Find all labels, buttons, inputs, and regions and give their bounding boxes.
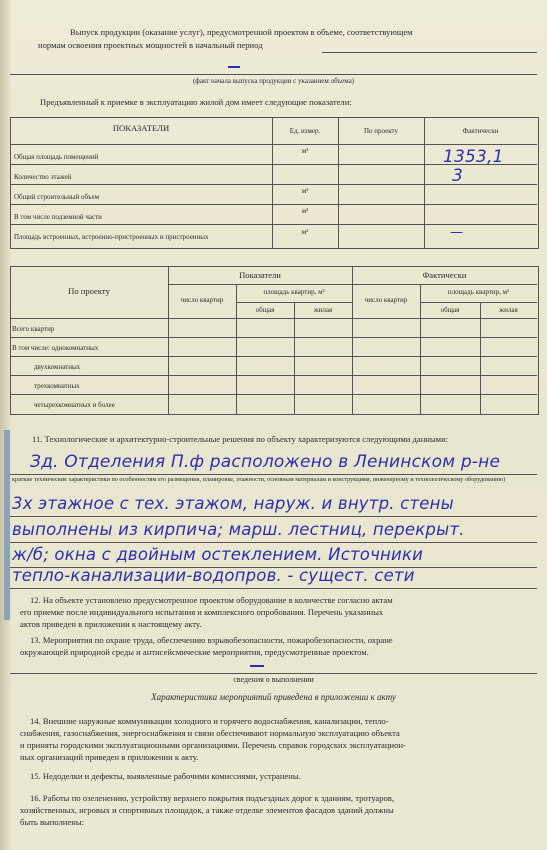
section14-line-1: 14. Внешние наружные коммуникации холодного и горячего водоснабжения, канализации, тепло- xyxy=(30,716,389,726)
table2-group-project: Показатели xyxy=(239,270,281,280)
table1-header-project: По проекту xyxy=(363,127,399,135)
table2-row-header: По проекту xyxy=(68,286,110,296)
intro-caption: (факт начала выпуска продукции с указанием объема) xyxy=(192,77,355,85)
section16-line-3: быть выполнены: xyxy=(20,817,85,827)
row-unit: м² xyxy=(301,147,309,155)
table2-count-header-actual: число квартир xyxy=(364,296,408,304)
row-label: Общая площадь помещений xyxy=(14,153,99,161)
section15-line-1: 15. Недоделки и дефекты, выявленные рабочими комиссиями, устранены. xyxy=(30,771,301,781)
section13-line-2: окружающей природной среды и антисейсмические мероприятия, предусмотренные проектом. xyxy=(20,647,369,657)
row-label: В том числе подземной части xyxy=(14,213,102,221)
section11-handwritten-5: тепло-канализации-водопров. - сущест. сети xyxy=(12,566,415,585)
section11-fill-line xyxy=(10,474,537,475)
table2-rule xyxy=(236,302,352,303)
table2-divider xyxy=(168,266,169,414)
intro-fill-line-2 xyxy=(10,74,537,75)
row-unit: м³ xyxy=(301,187,309,195)
table1-header-actual: Фактически xyxy=(462,127,499,135)
table1-rule xyxy=(10,204,537,205)
table2-area-header-actual: площадь квартир, м² xyxy=(447,288,510,296)
table2-rule xyxy=(10,337,537,338)
section11-caption: краткие технические характеристики по особенностям его размещения, планировке, этажности, основным материалам и конструкциям, инженерному и технологическому оборудованию) xyxy=(12,476,506,483)
section13-line-1: 13. Мероприятия по охране труда, обеспечению взрывобезопасности, пожаробезопасности, охране xyxy=(30,635,393,645)
section12-line-3: актов приведен в приложении к настоящему акту. xyxy=(20,619,202,629)
table2-rule xyxy=(10,394,537,395)
section12-line-2: его приемке после индивидуального испытания и комплексного опробования. Перечень указанных xyxy=(20,607,384,617)
intro-line-1: Выпуск продукции (оказание услуг), предусмотренной проектом в объеме, соответствующем xyxy=(70,27,413,37)
section11-handwritten-1: Зд. Отделения П.ф расположено в Ленинском р-не xyxy=(30,452,501,472)
row-unit: м³ xyxy=(301,207,309,215)
table1-divider xyxy=(338,117,339,248)
section11-fill-line xyxy=(10,588,537,589)
table2-row-label: В том числе: однокомнатных xyxy=(12,344,99,352)
table2-row-label: четырехкомнатных и более xyxy=(34,401,115,409)
table2-living-header: жилая xyxy=(313,306,333,314)
row-actual-handwritten: 3 xyxy=(452,166,464,186)
table2-area-header: площадь квартир, м² xyxy=(263,288,325,296)
table2-row-label: трехкомнатных xyxy=(34,382,80,390)
row-label: Общий строительный объем xyxy=(14,193,100,201)
table2-rule xyxy=(168,284,537,285)
section12-line-1: 12. На объекте установлено предусмотренное проектом оборудование в количестве согласно актам xyxy=(30,595,393,605)
section11-text: 11. Технологические и архитектурно-строительные решения по объекту характеризуются следующими данными: xyxy=(32,434,449,444)
section16-line-1: 16. Работы по озеленению, устройству верхнего покрытия подъездных дорог к зданиям, тротуаров, xyxy=(30,793,394,803)
section16-line-2: хозяйственных, игровых и спортивных площадок, а также отделке элементов фасадов зданий должны xyxy=(20,805,394,815)
table2-rule xyxy=(10,356,537,357)
table2-rule xyxy=(10,318,537,319)
table2-total-header-actual: общая xyxy=(440,306,460,314)
section11-handwritten-2: 3х этажное с тех. этажом, наруж. и внутр. стены xyxy=(12,494,454,513)
table1-header-indicators: ПОКАЗАТЕЛИ xyxy=(112,123,170,133)
table2-total-header: общая xyxy=(255,306,275,314)
table2-divider xyxy=(352,266,353,414)
row-actual-handwritten: — xyxy=(450,225,464,240)
row-unit: м² xyxy=(301,228,309,236)
presented-text: Предъявленный к приемке в эксплуатацию жилой дом имеет следующие показатели: xyxy=(40,97,352,107)
table2-rule xyxy=(420,302,537,303)
table1-divider xyxy=(424,117,425,248)
intro-hand-dash xyxy=(228,66,240,68)
section11-fill-line xyxy=(10,542,537,543)
section11-handwritten-4: ж/б; окна с двойным остеклением. Источники xyxy=(12,545,424,564)
intro-line-2: нормам освоения проектных мощностей в начальный период xyxy=(38,40,263,50)
table2-living-header-actual: жилая xyxy=(499,306,518,314)
row-label: Количество этажей xyxy=(14,173,72,181)
section11-fill-line xyxy=(10,516,537,517)
table2-group-actual: Фактически xyxy=(422,270,467,280)
table1-rule xyxy=(10,144,537,145)
section13-fill-line xyxy=(10,673,537,674)
section11-handwritten-3: выполнены из кирпича; марш. лестниц, перекрыт. xyxy=(12,520,465,539)
row-label: Площадь встроенных, встроенно-пристроенных и пристроенных xyxy=(14,233,209,241)
row-actual-handwritten: 1353,1 xyxy=(443,147,504,167)
table2-rule xyxy=(10,375,537,376)
table2-row-label: Всего квартир xyxy=(12,325,55,333)
section14-line-4: ных организаций приведен в приложении к акту. xyxy=(20,752,199,762)
table2-count-header: число квартир xyxy=(180,296,224,304)
table2-row-label: двухкомнатных xyxy=(34,363,81,371)
binding-strip xyxy=(4,430,10,620)
intro-fill-line xyxy=(322,52,537,53)
execution-caption: сведения о выполнении xyxy=(233,675,314,684)
table1-header-unit: Ед. измер. xyxy=(289,127,321,135)
section14-line-3: и приняты городскими эксплуатационными организациями. Перечень справок городских эксплуатацион- xyxy=(20,740,406,750)
section14-line-2: снабжения, газоснабжения, энергоснабжения и связи обеспечивают нормальную эксплуатацию объекта xyxy=(20,728,400,738)
section13-hand-dash xyxy=(250,665,264,667)
characteristic-heading: Характеристика мероприятий приведена в приложении к акту xyxy=(151,692,396,702)
